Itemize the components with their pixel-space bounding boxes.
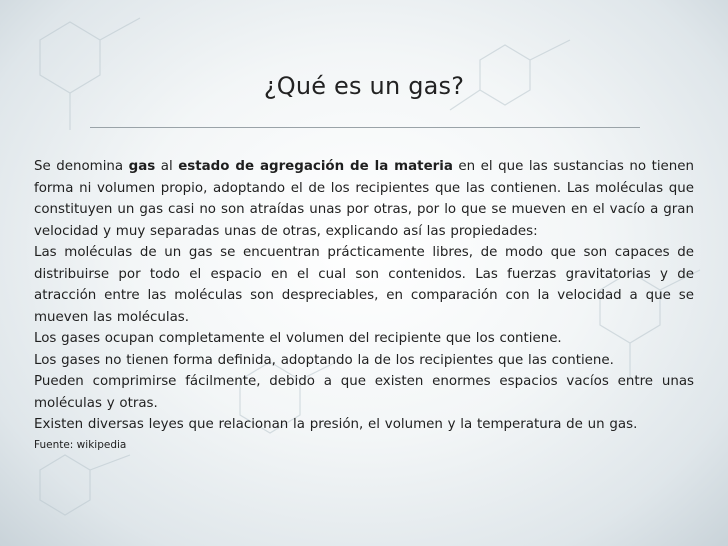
title-divider <box>90 127 640 128</box>
definition-text-2: al <box>155 159 179 174</box>
definition-bold-gas: gas <box>128 159 156 174</box>
definition-bold-state: estado de agregación de la materia <box>178 159 453 174</box>
paragraph-molecules-free: Las moléculas de un gas se encuentran prácticamente libres, de modo que son capaces de distribuirse por todo el espacio en el cual son contenidos. Las fuerzas gravitatorias y de atracción entre las moléculas son despreciables, en comparación con la velocidad a que se mueven las moléculas. <box>34 245 694 325</box>
paragraph-laws: Existen diversas leyes que relacionan la presión, el volumen y la temperatura de un gas. <box>34 417 638 432</box>
source-note: Fuente: wikipedia <box>34 438 127 451</box>
definition-text-3: en el que las sustancias no tienen forma ni volumen propio, adoptando el de los recipientes que las contienen. Las moléculas que constituyen un gas casi no son atraídas unas por otras, por lo que se mueven en el vacío a gran velocidad y muy separadas unas de otras, explicando así las propiedades: <box>34 159 695 239</box>
paragraph-shape: Los gases no tienen forma definida, adoptando la de los recipientes que las contiene. <box>34 352 614 368</box>
slide-title: ¿Qué es un gas? <box>263 72 465 100</box>
definition-text-1: Se denomina <box>34 159 129 174</box>
paragraph-definition <box>34 156 694 242</box>
paragraph-volume: Los gases ocupan completamente el volumen del recipiente que los contiene. <box>34 331 562 346</box>
slide-body <box>34 156 694 454</box>
paragraph-compression: Pueden comprimirse fácilmente, debido a que existen enormes espacios vacíos entre unas moléculas y otras. <box>34 374 694 411</box>
